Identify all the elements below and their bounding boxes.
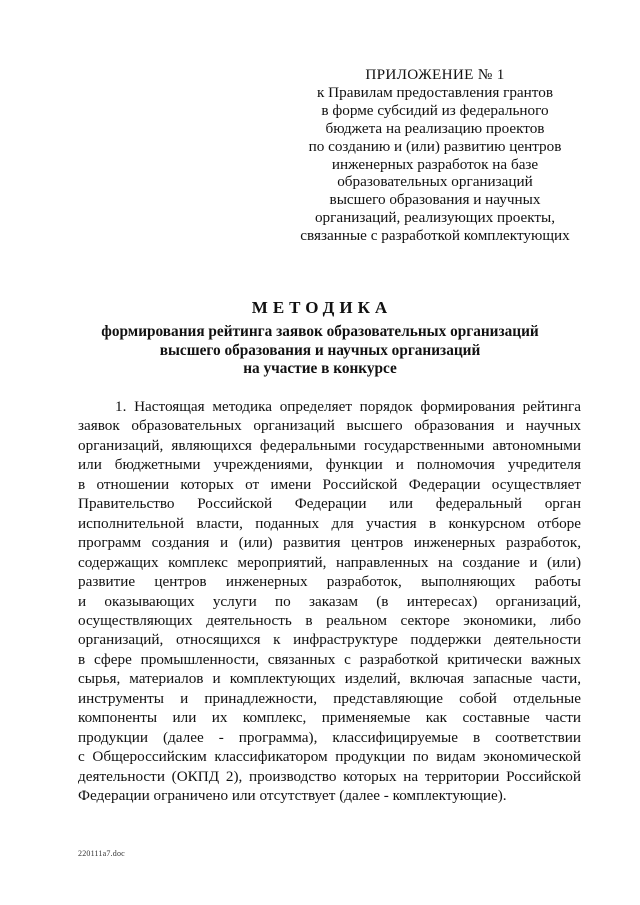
- file-name-footer: 220111a7.doc: [78, 849, 125, 858]
- paragraph-line: с Общероссийским классификатором продукции по видам экономической: [78, 748, 581, 766]
- paragraph-1: [78, 397, 581, 806]
- document-subtitle: [0, 323, 640, 379]
- subtitle-line: высшего образования и научных организаций: [159, 341, 481, 359]
- document-title: МЕТОДИКА: [251, 298, 393, 317]
- appendix-line: инженерных разработок на базе: [331, 155, 539, 173]
- appendix-line: образовательных организаций: [337, 173, 533, 191]
- paragraph-line: в отношении которых от имени Российской Федерации осуществляет: [78, 475, 581, 493]
- paragraph-line: исполнительной власти, поданных для участия в конкурсном отборе: [78, 514, 581, 532]
- appendix-line: организаций, реализующих проекты,: [314, 209, 556, 227]
- paragraph-line: продукции (далее - программа), классифицируемые в соответствии: [78, 728, 581, 746]
- paragraph-line: Федерации ограничено или отсутствует (далее - комплектующие).: [78, 787, 507, 805]
- paragraph-line: сырья, материалов и комплектующих изделий, включая запасные части,: [78, 670, 581, 688]
- paragraph-line: заявок образовательных организаций высшего образования и научных: [78, 417, 581, 435]
- paragraph-line: и оказывающих услуги по заказам (в интересах) организаций,: [78, 592, 581, 610]
- appendix-line: бюджета на реализацию проектов: [325, 119, 545, 137]
- paragraph-line: программ создания и (или) развития центров инженерных разработок,: [78, 534, 581, 552]
- paragraph-line: организаций, относящихся к инфраструктуре поддержки деятельности: [78, 631, 581, 649]
- subtitle-line: формирования рейтинга заявок образовательных организаций: [101, 323, 539, 340]
- paragraph-line: развитие центров инженерных разработок, выполняющих работы: [78, 573, 581, 591]
- appendix-line: в форме субсидий из федерального: [321, 101, 549, 119]
- paragraph-line: организаций, являющихся федеральными государственными автономными: [78, 436, 581, 454]
- paragraph-line: 1. Настоящая методика определяет порядок формирования рейтинга: [115, 398, 581, 415]
- appendix-title: ПРИЛОЖЕНИЕ № 1: [365, 66, 505, 83]
- appendix-line: высшего образования и научных: [329, 191, 541, 209]
- subtitle-line: на участие в конкурсе: [243, 360, 397, 378]
- appendix-line: к Правилам предоставления грантов: [317, 83, 553, 101]
- appendix-line: по созданию и (или) развитию центров: [308, 137, 562, 155]
- paragraph-line: в сфере промышленности, связанных с разработкой критически важных: [78, 650, 581, 668]
- paragraph-line: инструменты и принадлежности, представляющие собой отдельные: [78, 689, 581, 707]
- appendix-header: [285, 66, 585, 245]
- paragraph-line: компоненты или их комплекс, применяемые как составные части: [78, 709, 581, 727]
- paragraph-line: содержащих комплекс мероприятий, направленных на создание и (или): [78, 553, 581, 571]
- paragraph-line: осуществляющих деятельность в реальном секторе экономики, либо: [78, 611, 581, 629]
- appendix-line: связанные с разработкой комплектующих: [300, 227, 570, 245]
- paragraph-line: Правительство Российской Федерации или федеральный орган: [78, 495, 581, 513]
- paragraph-line: деятельности (ОКПД 2), производство которых на территории Российской: [78, 767, 581, 785]
- paragraph-line: или бюджетными учреждениями, функции и полномочия учредителя: [78, 456, 581, 474]
